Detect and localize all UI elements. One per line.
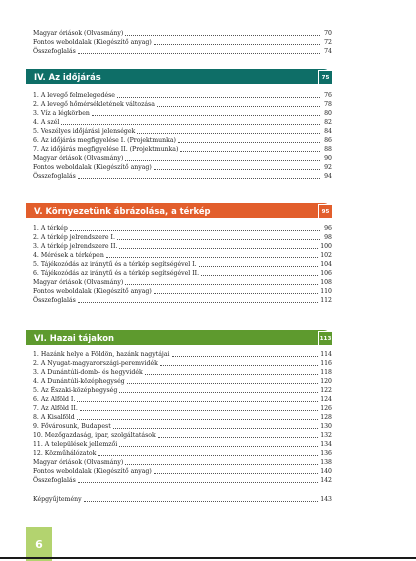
section-title: IV. Az időjárás	[34, 71, 101, 82]
toc-entry-page: 134	[320, 441, 332, 448]
toc-entry-page: 94	[324, 173, 332, 180]
toc-entry	[33, 269, 332, 278]
toc-entry-title: 5. Az Északi-középhegység	[33, 387, 118, 394]
toc-entry-title: 1. A térkép	[33, 225, 68, 232]
toc-entry-page: 70	[324, 30, 332, 37]
toc-entry-page: 140	[320, 468, 332, 475]
toc-entry-title: 1. Hazánk helye a Földön, hazánk nagytájai	[33, 351, 170, 358]
toc-entry-title: 7. Az Alföld II.	[33, 405, 78, 412]
toc-entry-page: 104	[320, 261, 332, 268]
toc-entry-page: 98	[324, 234, 332, 241]
footer-rule	[0, 557, 416, 559]
section-heading-iv	[26, 69, 331, 84]
toc-entry-page: 122	[320, 387, 332, 394]
toc-entry-title: Fontos weboldalak (Kiegészítő anyag)	[33, 39, 152, 46]
dot-leader	[106, 255, 318, 258]
toc-entry-page: 118	[320, 369, 332, 376]
toc-entry-page: 120	[320, 378, 332, 385]
toc-entry	[33, 154, 332, 163]
toc-entry-title: 6. Tájékozódás az iránytű és a térkép segítségével II.	[33, 270, 200, 277]
toc-entry	[33, 296, 332, 305]
toc-entry	[33, 136, 332, 145]
dot-leader	[61, 122, 320, 125]
toc-entry	[33, 377, 332, 386]
toc-entry-title: 8. A Kisalföld	[33, 414, 75, 421]
dot-leader	[119, 246, 318, 249]
toc-entry	[33, 467, 332, 476]
toc-entry-page: 74	[324, 48, 332, 55]
toc-entry-title: Összefoglalás	[33, 48, 76, 55]
toc-entry	[33, 404, 332, 413]
toc-entry	[33, 242, 332, 251]
toc-entry-page: 136	[320, 450, 332, 457]
dot-leader	[199, 264, 319, 267]
toc-entry-title: 3. A Dunántúli-domb- és hegyvidék	[33, 369, 143, 376]
section-title: V. Környezetünk ábrázolása, a térkép	[34, 205, 211, 216]
toc-entry-title: Magyar óriások (Olvasmány)	[33, 30, 124, 37]
toc-entry	[33, 127, 332, 136]
toc-entry	[33, 100, 332, 109]
toc-entry-gallery	[33, 495, 332, 504]
toc-entry	[33, 224, 332, 233]
section-title: VI. Hazai tájakon	[34, 332, 114, 343]
dot-leader	[78, 300, 318, 303]
toc-entry-title: 4. A szél	[33, 119, 60, 126]
toc-entry	[33, 145, 332, 154]
dot-leader	[154, 471, 318, 474]
toc-entry	[33, 395, 332, 404]
toc-entry-title: 6. Az időjárás megfigyelése I. (Projektmunka)	[33, 137, 176, 144]
toc-entry-page: 96	[324, 225, 332, 232]
section-start-page-badge: 95	[318, 204, 333, 219]
toc-entry-page: 106	[320, 270, 332, 277]
toc-entry-title: Magyar óriások (Olvasmány)	[33, 459, 124, 466]
toc-entry-page: 78	[324, 101, 332, 108]
toc-entry-page: 128	[320, 414, 332, 421]
dot-leader	[77, 399, 318, 402]
toc-entry-page: 114	[320, 351, 332, 358]
toc-entry-title: Összefoglalás	[33, 173, 76, 180]
toc-entry	[33, 476, 332, 485]
dot-leader	[154, 167, 320, 170]
toc-entry	[33, 413, 332, 422]
dot-leader	[117, 237, 320, 240]
toc-entry-page: 124	[320, 396, 332, 403]
toc-entry-title: 5. Veszélyes időjárási jelenségek	[33, 128, 136, 135]
dot-leader	[180, 149, 320, 152]
toc-entry	[33, 449, 332, 458]
dot-leader	[201, 273, 318, 276]
section-start-page-badge: 113	[318, 331, 333, 346]
toc-entry	[33, 233, 332, 242]
toc-entry-title: Fontos weboldalak (Kiegészítő anyag)	[33, 468, 152, 475]
toc-entry-title: 4. Mérések a térképen	[33, 252, 104, 259]
toc-entry-page: 82	[324, 119, 332, 126]
toc-entry-title: 10. Mezőgazdaság, ipar, szolgáltatások	[33, 432, 156, 439]
page-number: 6	[26, 527, 52, 561]
toc-entry	[33, 109, 332, 118]
dot-leader	[92, 113, 320, 116]
toc-entry	[33, 251, 332, 260]
dot-leader	[98, 453, 318, 456]
section-heading-vi	[26, 330, 331, 345]
toc-entry-page: 112	[320, 297, 332, 304]
toc-entry-title: 6. Az Alföld I.	[33, 396, 76, 403]
toc-entry	[33, 91, 332, 100]
dot-leader	[137, 131, 320, 134]
toc-entry-title: 11. A települések jellemzői	[33, 441, 118, 448]
toc-entry	[33, 260, 332, 269]
toc-entry-title: Fontos weboldalak (Kiegészítő anyag)	[33, 288, 152, 295]
toc-entry-title: 7. Az időjárás megfigyelése II. (Projektmunka)	[33, 146, 179, 153]
toc-entry	[33, 287, 332, 296]
dot-leader	[172, 354, 319, 357]
dot-leader	[125, 282, 318, 285]
dot-leader	[77, 417, 318, 420]
toc-entry-page: 143	[320, 496, 332, 503]
toc-entry-page: 126	[320, 405, 332, 412]
dot-leader	[80, 408, 318, 411]
toc-entry	[33, 172, 332, 181]
toc-entry-title: 12. Közműhálózatok	[33, 450, 97, 457]
toc-entry-page: 72	[324, 39, 332, 46]
toc-entry	[33, 386, 332, 395]
toc-entry	[33, 47, 332, 56]
toc-entry-title: Képgyűjtemény	[33, 496, 82, 503]
toc-entry-title: 4. A Dunántúli-középhegység	[33, 378, 125, 385]
toc-entry-page: 110	[320, 288, 332, 295]
dot-leader	[119, 390, 318, 393]
dot-leader	[78, 176, 320, 179]
toc-entry-page: 132	[320, 432, 332, 439]
dot-leader	[117, 95, 320, 98]
dot-leader	[125, 158, 320, 161]
toc-entry-page: 108	[320, 279, 332, 286]
dot-leader	[78, 51, 320, 54]
toc-entry-page: 116	[320, 360, 332, 367]
toc-entry-title: Összefoglalás	[33, 297, 76, 304]
toc-entry-title: 2. A Nyugat-magyarországi-peremvidék	[33, 360, 158, 367]
dot-leader	[119, 444, 318, 447]
toc-entry-page: 84	[324, 128, 332, 135]
toc-entry	[33, 422, 332, 431]
dot-leader	[70, 228, 320, 231]
toc-entry-page: 130	[320, 423, 332, 430]
toc-entry-page: 76	[324, 92, 332, 99]
toc-entry	[33, 359, 332, 368]
dot-leader	[145, 372, 318, 375]
toc-entry-page: 90	[324, 155, 332, 162]
toc-entry-title: 9. Fővárosunk, Budapest	[33, 423, 111, 430]
toc-entry	[33, 350, 332, 359]
dot-leader	[84, 499, 319, 502]
toc-entry-title: Magyar óriások (Olvasmány)	[33, 279, 124, 286]
toc-entry-page: 86	[324, 137, 332, 144]
toc-entry	[33, 29, 332, 38]
toc-entry-title: 3. A térkép jelrendszere II.	[33, 243, 118, 250]
dot-leader	[157, 104, 320, 107]
toc-entry-title: 2. A térkép jelrendszere I.	[33, 234, 115, 241]
toc-entry	[33, 278, 332, 287]
toc-entry-title: Magyar óriások (Olvasmány)	[33, 155, 124, 162]
toc-entry	[33, 431, 332, 440]
dot-leader	[127, 381, 318, 384]
section-heading-v	[26, 203, 331, 218]
dot-leader	[158, 435, 318, 438]
toc-entry-title: 1. A levegő felmelegedése	[33, 92, 115, 99]
toc-entry-page: 100	[320, 243, 332, 250]
dot-leader	[154, 42, 320, 45]
toc-entry	[33, 118, 332, 127]
toc-entry-page: 102	[320, 252, 332, 259]
toc-entry-page: 88	[324, 146, 332, 153]
dot-leader	[125, 462, 318, 465]
toc-entry	[33, 368, 332, 377]
toc-entry	[33, 458, 332, 467]
toc-entry-title: 2. A levegő hőmérsékletének változása	[33, 101, 155, 108]
toc-entry	[33, 440, 332, 449]
toc-entry-title: 5. Tájékozódás az iránytű és a térkép segítségével I.	[33, 261, 197, 268]
toc-entry	[33, 38, 332, 47]
dot-leader	[178, 140, 320, 143]
toc-entry	[33, 163, 332, 172]
dot-leader	[125, 33, 320, 36]
toc-entry-page: 80	[324, 110, 332, 117]
toc-entry-page: 138	[320, 459, 332, 466]
toc-entry-title: Összefoglalás	[33, 477, 76, 484]
dot-leader	[160, 363, 318, 366]
dot-leader	[113, 426, 318, 429]
toc-entry-page: 92	[324, 164, 332, 171]
toc-entry-page: 142	[320, 477, 332, 484]
dot-leader	[78, 480, 318, 483]
dot-leader	[154, 291, 318, 294]
toc-entry-title: Fontos weboldalak (Kiegészítő anyag)	[33, 164, 152, 171]
section-start-page-badge: 75	[318, 70, 333, 85]
toc-entry-title: 3. Víz a légkörben	[33, 110, 90, 117]
